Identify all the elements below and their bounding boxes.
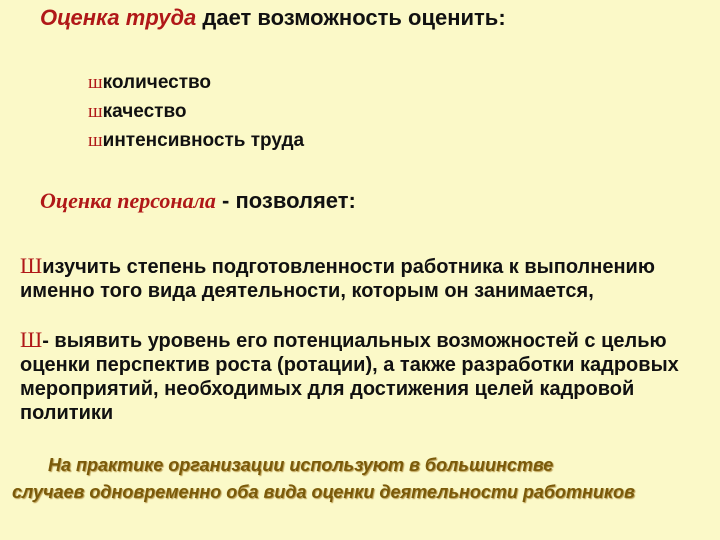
bullet-icon: ш — [88, 72, 103, 93]
paragraph-text: изучить степень подготовленности работника к выполнению именно того вида деятельности, которым он занимается, — [20, 256, 655, 302]
heading-rest: дает возможность оценить: — [196, 5, 506, 30]
list-item-label: качество — [102, 101, 187, 122]
footer-line-2: случаев одновременно оба вида оценки деятельности работников — [12, 482, 635, 502]
list-item-label: количество — [102, 72, 212, 93]
bullet-icon: ш — [88, 130, 103, 151]
heading-labor-evaluation — [40, 5, 506, 31]
bullet-icon: Ш — [20, 327, 43, 352]
list-item — [88, 68, 304, 97]
heading-accent: Оценка труда — [40, 5, 197, 30]
list-item — [88, 126, 304, 155]
list-item-label: интенсивность труда — [102, 130, 305, 151]
paragraph-item — [20, 328, 715, 425]
evaluation-criteria-list — [88, 68, 304, 155]
bullet-icon: ш — [88, 101, 103, 122]
heading-personnel-evaluation — [40, 188, 356, 214]
heading-rest: - позволяет: — [215, 188, 356, 213]
heading-accent: Оценка персонала — [40, 188, 216, 213]
bullet-icon: Ш — [20, 253, 43, 278]
footer-line-1: На практике организации используют в большинстве — [48, 455, 554, 475]
footer-note — [0, 452, 720, 506]
list-item — [88, 97, 304, 126]
paragraph-item — [20, 254, 715, 303]
paragraph-text: - выявить уровень его потенциальных возможностей с целью оценки перспектив роста (ротации), а также разработки кадровых мероприятий, необходимых для достижения целей кадровой политики — [20, 330, 679, 424]
